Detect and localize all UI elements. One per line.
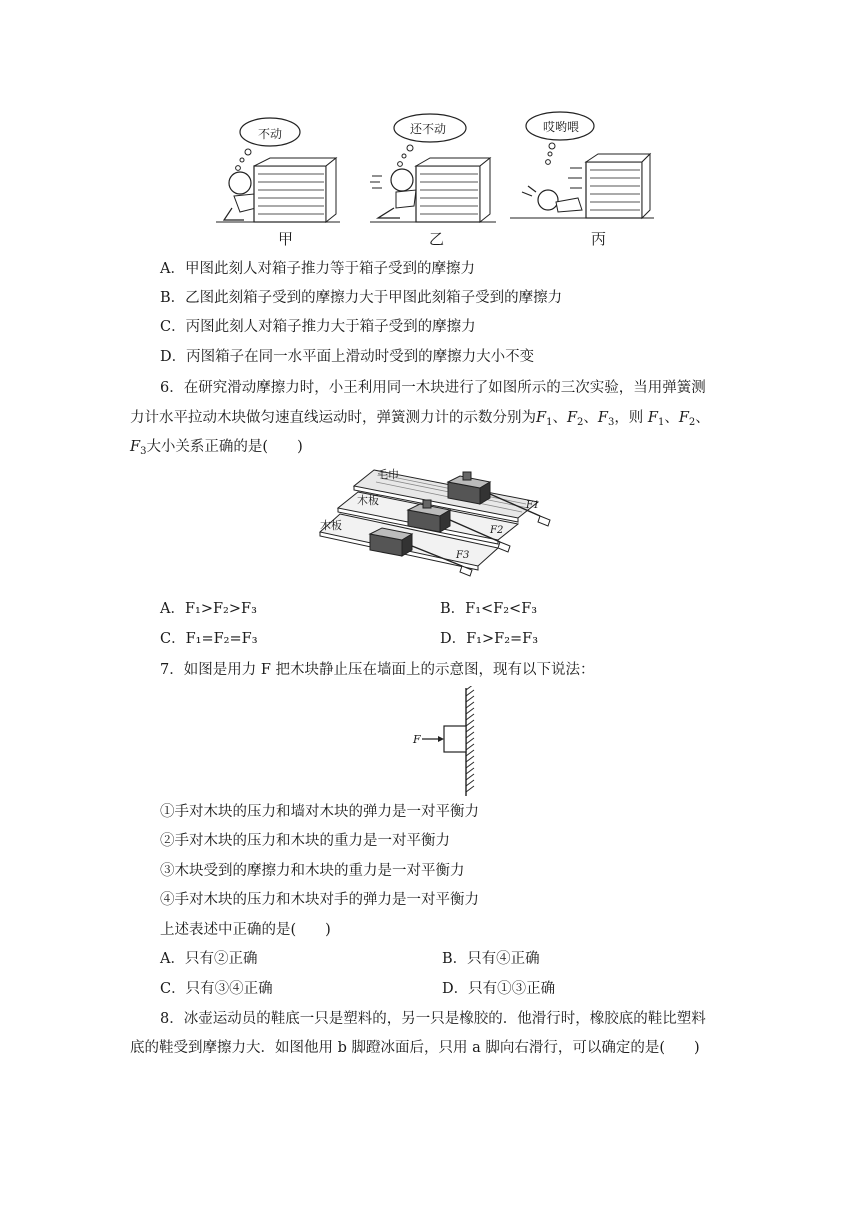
q6-stem-line1: 6．在研究滑动摩擦力时，小王利用同一木块进行了如图所示的三次实验，当用弹簧测 bbox=[160, 380, 706, 396]
q6-force-label-f1: F1 bbox=[526, 500, 540, 511]
q7-question: 上述表述中正确的是( ) bbox=[160, 922, 331, 938]
q6-option-d: D．F₁>F₂=F₃ bbox=[440, 631, 539, 647]
q6-force-label-f3: F3 bbox=[456, 550, 470, 561]
q7-option-c: C．只有③④正确 bbox=[160, 981, 273, 997]
q7-stem: 7．如图是用力 F 把木块静止压在墙面上的示意图，现有以下说法： bbox=[160, 662, 595, 678]
panel-bing bbox=[510, 112, 654, 218]
q6-stem-line2: 力计水平拉动木块做匀速直线运动时，弹簧测力计的示数分别为$F_1$、$F_2$、$F_3$，则 $F_1$、$F_2$、 bbox=[130, 410, 710, 428]
fig-label-yi: 乙 bbox=[429, 230, 445, 248]
q5-option-a: A．甲图此刻人对箱子推力等于箱子受到的摩擦力 bbox=[160, 261, 475, 277]
q6-option-a: A．F₁>F₂>F₃ bbox=[160, 601, 257, 617]
bubble-jia: 不动 bbox=[258, 127, 283, 141]
q6-stem-line2-b: ，则 bbox=[614, 410, 644, 426]
q7-option-d: D．只有①③正确 bbox=[442, 981, 556, 997]
fig-label-jia: 甲 bbox=[278, 230, 294, 248]
q6-fig-label-board-2: 木板 bbox=[320, 519, 342, 532]
q7-fig-label-f: F bbox=[413, 733, 421, 746]
q6-fig-label-board-1: 木板 bbox=[357, 494, 379, 507]
q5-option-b: B．乙图此刻箱子受到的摩擦力大于甲图此刻箱子受到的摩擦力 bbox=[160, 290, 563, 306]
q8-line1: 8．冰壶运动员的鞋底一只是塑料的，另一只是橡胶的．他滑行时，橡胶底的鞋比塑料 bbox=[160, 1011, 706, 1027]
fig-label-bing: 丙 bbox=[591, 230, 607, 248]
q6-stem-line3-b: 大小关系正确的是( ) bbox=[146, 439, 303, 455]
q7-option-b: B．只有④正确 bbox=[442, 951, 540, 967]
block-1 bbox=[448, 472, 490, 504]
bubble-bing: 哎哟喂 bbox=[543, 120, 580, 134]
q7-statement-1: ①手对木块的压力和墙对木块的弹力是一对平衡力 bbox=[160, 804, 479, 820]
q7-option-a: A．只有②正确 bbox=[160, 951, 258, 967]
q6-option-b: B．F₁<F₂<F₃ bbox=[440, 601, 538, 617]
q6-force-label-f2: F2 bbox=[490, 525, 504, 536]
q7-statement-4: ④手对木块的压力和木块对手的弹力是一对平衡力 bbox=[160, 892, 479, 908]
q6-stem-line2-a: 力计水平拉动木块做匀速直线运动时，弹簧测力计的示数分别为 bbox=[130, 410, 536, 426]
q8-line2: 底的鞋受到摩擦力大．如图他用 b 脚蹬冰面后，只用 a 脚向右滑行，可以确定的是( ) bbox=[130, 1040, 700, 1056]
q5-option-c: C．丙图此刻人对箱子推力大于箱子受到的摩擦力 bbox=[160, 319, 476, 335]
q6-fig-label-towel: 毛巾 bbox=[377, 468, 399, 481]
q6-option-c: C．F₁=F₂=F₃ bbox=[160, 631, 258, 647]
q6-figure bbox=[318, 462, 568, 582]
q5-option-d: D．丙图箱子在同一水平面上滑动时受到的摩擦力大小不变 bbox=[160, 349, 535, 365]
q7-statement-3: ③木块受到的摩擦力和木块的重力是一对平衡力 bbox=[160, 863, 465, 879]
bubble-yi: 还不动 bbox=[410, 122, 447, 136]
q7-statement-2: ②手对木块的压力和木块的重力是一对平衡力 bbox=[160, 833, 450, 849]
q6-stem-line3: $F_3$大小关系正确的是( ) bbox=[130, 439, 303, 457]
